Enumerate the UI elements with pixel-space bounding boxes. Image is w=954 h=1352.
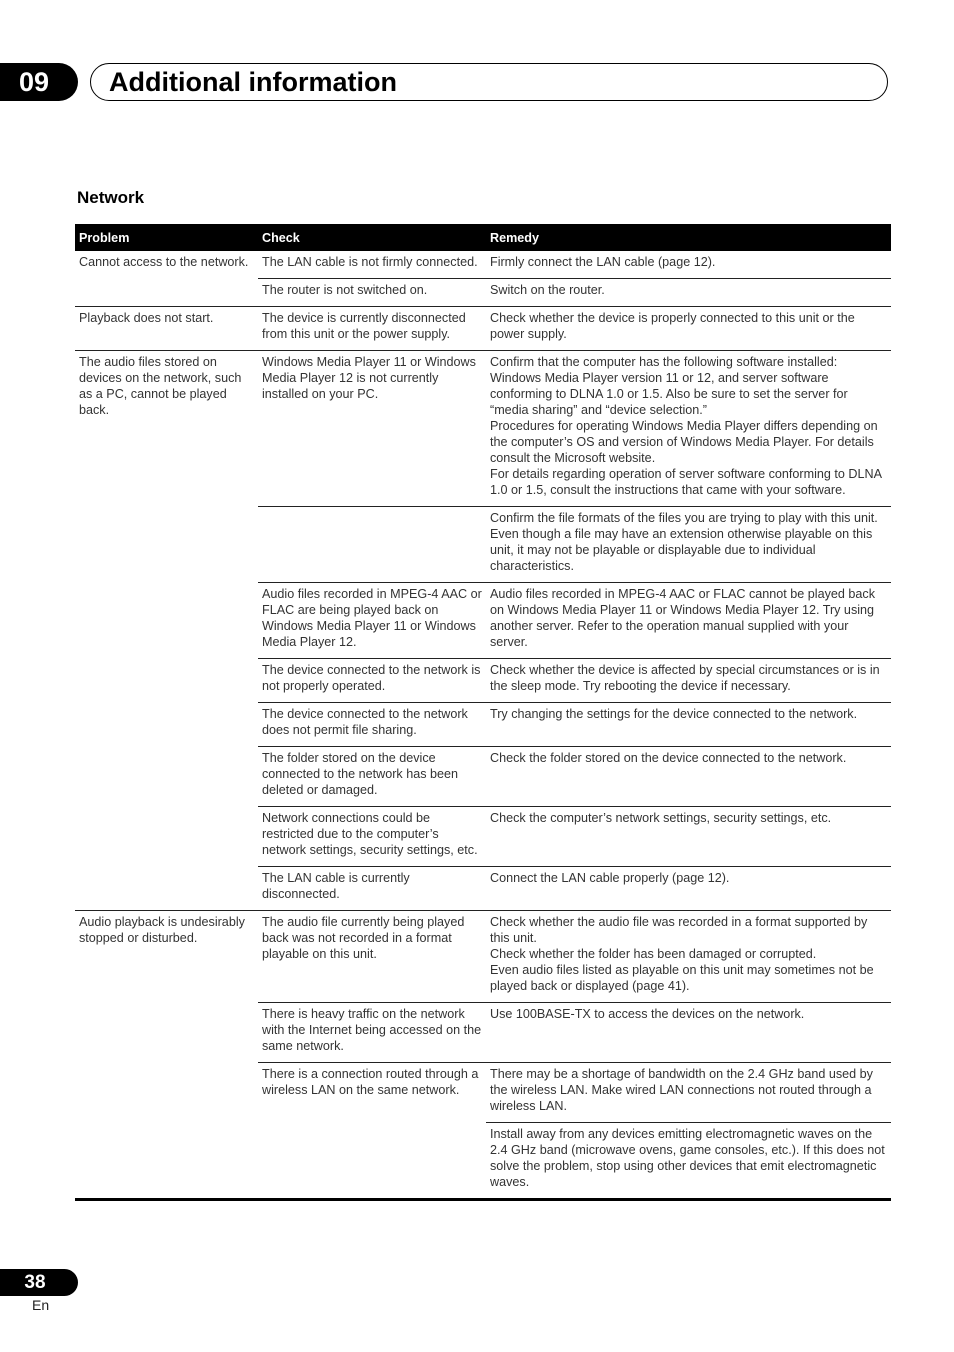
check-cell: The audio file currently being played back was not recorded in a format playable on this unit.	[258, 911, 486, 1003]
remedy-cell: Confirm the file formats of the files you are trying to play with this unit. Even though a file may have an extension otherwise playable on this unit, it may not be playable or displayable due to individual characteristics.	[486, 507, 891, 583]
problem-cell: The audio files stored on devices on the network, such as a PC, cannot be played back.	[75, 351, 258, 911]
check-cell: Network connections could be restricted due to the computer’s network settings, security settings, etc.	[258, 807, 486, 867]
problem-cell: Cannot access to the network.	[79, 255, 249, 269]
remedy-paragraph: Confirm that the computer has the following software installed: Windows Media Player version 11 or 12, and server software conforming to DLNA 1.0 or 1.5. Also be sure to set the server for “media sharing” and “device selection.”	[490, 355, 848, 417]
check-cell: The folder stored on the device connected to the network has been deleted or damaged.	[258, 747, 486, 807]
remedy-paragraph: For details regarding operation of server software conforming to DLNA 1.0 or 1.5, consult the instructions that came with your software.	[490, 467, 882, 497]
table-row	[75, 251, 891, 279]
remedy-cell: Audio files recorded in MPEG-4 AAC or FLAC cannot be played back on Windows Media Player 11 or Windows Media Player 12. Try using another server. Refer to the operation manual supplied with your server.	[486, 583, 891, 659]
remedy-cell: Connect the LAN cable properly (page 12).	[486, 867, 891, 911]
chapter-number-badge: 09	[0, 63, 78, 101]
check-cell: There is a connection routed through a wireless LAN on the same network.	[258, 1063, 486, 1200]
table-row	[75, 307, 891, 351]
problem-cell: Playback does not start.	[75, 307, 258, 351]
table-row	[75, 911, 891, 1003]
remedy-cell	[486, 911, 891, 1003]
check-cell: Audio files recorded in MPEG-4 AAC or FLAC are being played back on Windows Media Player 11 or Windows Media Player 12.	[258, 583, 486, 659]
problem-cell: Audio playback is undesirably stopped or disturbed.	[75, 911, 258, 1200]
remedy-cell: Check the folder stored on the device connected to the network.	[486, 747, 891, 807]
remedy-cell: Switch on the router.	[486, 279, 891, 307]
check-cell	[258, 507, 486, 583]
header-remedy: Remedy	[486, 224, 891, 251]
chapter-title: Additional information	[109, 67, 397, 97]
remedy-paragraph: Procedures for operating Windows Media Player differs depending on the computer’s OS and version of Windows Media Player. For details consult the Microsoft website.	[490, 419, 878, 465]
check-cell: The LAN cable is not firmly connected.	[262, 255, 478, 269]
header-check: Check	[258, 224, 486, 251]
remedy-cell: Firmly connect the LAN cable (page 12).	[490, 255, 716, 269]
table-header-row	[75, 224, 891, 251]
check-cell: The device connected to the network is not properly operated.	[258, 659, 486, 703]
check-cell: Windows Media Player 11 or Windows Media Player 12 is not currently installed on your PC.	[258, 351, 486, 507]
check-cell: The LAN cable is currently disconnected.	[258, 867, 486, 911]
remedy-cell: Check the computer’s network settings, security settings, etc.	[486, 807, 891, 867]
remedy-cell	[486, 351, 891, 507]
section-title: Network	[77, 188, 145, 207]
check-cell: The device connected to the network does not permit file sharing.	[258, 703, 486, 747]
troubleshooting-table	[75, 224, 891, 1201]
page-language: En	[32, 1297, 50, 1313]
remedy-cell: Try changing the settings for the device connected to the network.	[486, 703, 891, 747]
check-cell: The device is currently disconnected from this unit or the power supply.	[258, 307, 486, 351]
remedy-paragraph: Check whether the folder has been damaged or corrupted.	[490, 947, 817, 961]
header-problem: Problem	[75, 224, 258, 251]
remedy-cell: Check whether the device is properly connected to this unit or the power supply.	[486, 307, 891, 351]
chapter-title-box	[90, 63, 888, 101]
remedy-cell: There may be a shortage of bandwidth on the 2.4 GHz band used by the wireless LAN. Make wired LAN connections not routed through a wireless LAN.	[486, 1063, 891, 1123]
table-row	[75, 351, 891, 507]
check-cell: The router is not switched on.	[258, 279, 486, 307]
page-number-badge: 38	[0, 1269, 78, 1296]
remedy-cell: Install away from any devices emitting electromagnetic waves on the 2.4 GHz band (microwave ovens, game consoles, etc.). If this does not solve the problem, stop using other devices that emit electromagnetic waves.	[486, 1123, 891, 1200]
check-cell: There is heavy traffic on the network with the Internet being accessed on the same network.	[258, 1003, 486, 1063]
remedy-cell: Use 100BASE-TX to access the devices on the network.	[486, 1003, 891, 1063]
remedy-paragraph: Check whether the audio file was recorded in a format supported by this unit.	[490, 915, 868, 945]
remedy-cell: Check whether the device is affected by special circumstances or is in the sleep mode. Try rebooting the device if necessary.	[486, 659, 891, 703]
remedy-paragraph: Even audio files listed as playable on this unit may sometimes not be played back or displayed (page 41).	[490, 963, 874, 993]
